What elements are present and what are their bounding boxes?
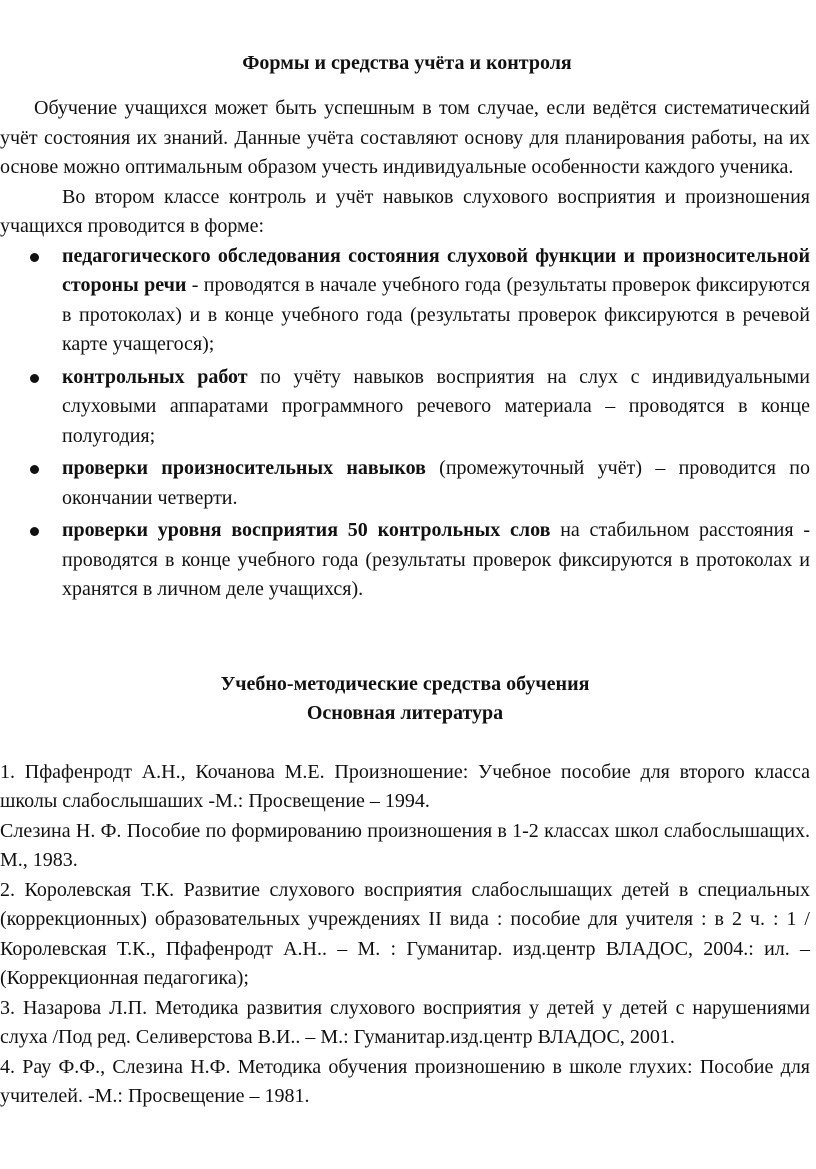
section-heading: Учебно-методические средства обучения (220, 672, 590, 695)
page-title: Формы и средства учёта и контроля (242, 52, 572, 74)
reference-item: 1. Пфафенродт А.Н., Кочанова М.Е. Произношение: Учебное пособие для второго класса школы слабослышаших -М.: Просвещение – 1994. (0, 760, 810, 812)
list-item (0, 242, 810, 360)
intro-paragraph-2: Во втором классе контроль и учёт навыков слухового восприятия и произношения учащихся проводится в форме: (0, 185, 810, 237)
reference-item: 2. Королевская Т.К. Развитие слухового восприятия слабослышащих детей в специальных (коррекционных) образовательных учреждениях II вида : пособие для учителя : в 2 ч. : 1 /Королевская Т.К., Пфафенродт А.Н.. – М. : Гуманитар. изд.центр ВЛАДОС, 2004.: ил. – (Коррекционная педагогика); (0, 878, 810, 989)
list-item-bold: контрольных работ (62, 365, 248, 388)
list-item-text: по учёту навыков восприятия на слух с индивидуальными слуховыми аппаратами программного речевого материала – проводятся в конце полугодия; (62, 365, 810, 447)
bullet-icon (30, 527, 39, 536)
bullet-icon (30, 253, 39, 262)
reference-item: Слезина Н. Ф. Пособие по формированию произношения в 1-2 классах школ слабослышащих. М., 1983. (0, 819, 810, 871)
list-item (0, 363, 810, 452)
intro-paragraph-1: Обучение учащихся может быть успешным в том случае, если ведётся систематический учёт состояния их знаний. Данные учёта составляют основу для планирования работы, на их основе можно оптимальным образом учесть индивидуальные особенности каждого ученика. (0, 97, 810, 178)
list-item (0, 454, 810, 513)
forms-list (0, 242, 810, 605)
list-item-text: - проводятся в начале учебного года (результаты проверок фиксируются в протоколах) и в конце учебного года (результаты проверок фиксируются в речевой карте учащегося); (62, 274, 810, 355)
references-list (0, 758, 810, 1112)
list-item-bold: проверки уровня восприятия 50 контрольных слов (62, 519, 551, 541)
section-subheading: Основная литература (306, 701, 504, 724)
bullet-icon (30, 374, 39, 383)
list-item-text: на стабильном расстояния - проводятся в конце учебного года (результаты проверок фиксируются в протоколах и хранятся в личном деле учащихся). (62, 519, 811, 600)
reference-item: 4. Рау Ф.Ф., Слезина Н.Ф. Методика обучения произношению в школе глухих: Пособие для учителей. -М.: Просвещение – 1981. (0, 1055, 810, 1107)
reference-item: 3. Назарова Л.П. Методика развития слухового восприятия у детей у детей с нарушениями слуха /Под ред. Селиверстова В.И.. – М.: Гуманитар.изд.центр ВЛАДОС, 2001. (0, 996, 810, 1048)
list-item (0, 516, 810, 605)
list-item-bold: проверки произносительных навыков (62, 457, 426, 479)
list-item-text: (промежуточный учёт) – проводится по окончании четверти. (62, 457, 811, 509)
list-item-bold: педагогического обследования состояния слуховой функции и произносительной стороны речи (62, 244, 810, 296)
bullet-icon (30, 465, 39, 474)
